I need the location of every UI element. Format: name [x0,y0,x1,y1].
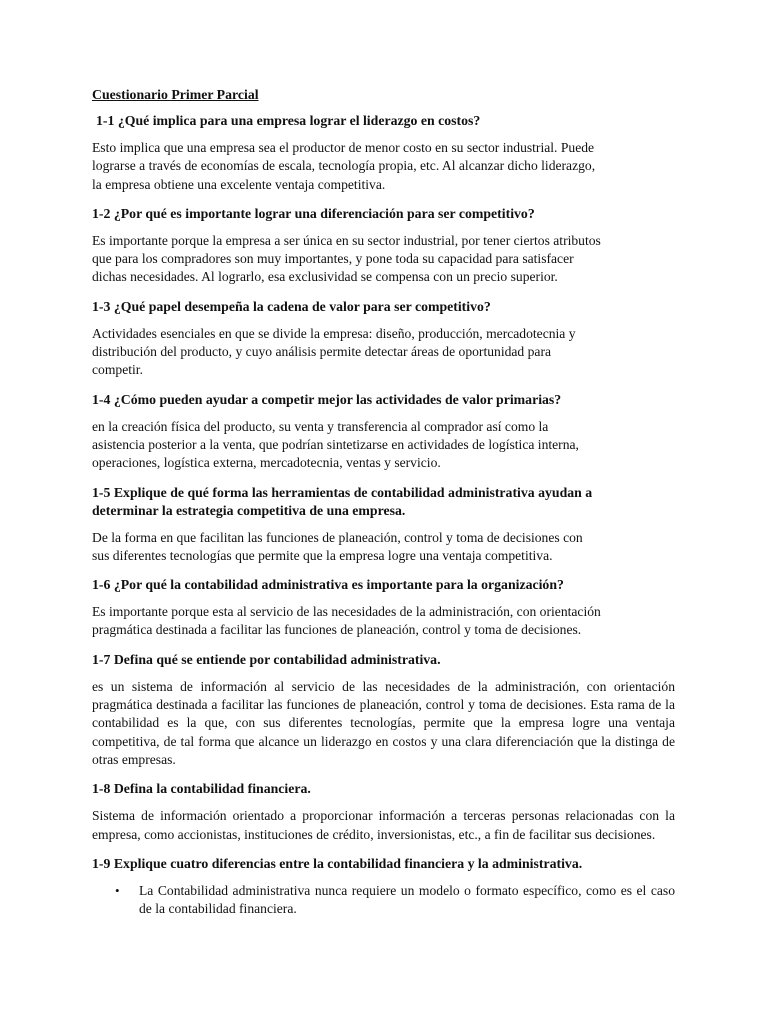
question-1-7: 1-7 Defina qué se entiende por contabilidad administrativa. [92,651,441,667]
answer-1-8: Sistema de información orientado a proporcionar información a terceras personas relacionadas con la empresa, como accionistas, instituciones de crédito, inversionistas, etc., a fin de facilitar sus decisiones. [92,808,675,842]
answer-line: lograrse a través de economías de escala, tecnología propia, etc. Al alcanzar dicho liderazgo, [92,158,596,174]
question-line: determinar la estrategia competitiva de una empresa. [92,502,406,518]
answer-line: en la creación física del producto, su venta y transferencia al comprador así como la [92,418,549,434]
list-item-text: La Contabilidad administrativa nunca requiere un modelo o formato específico, como es el caso de la contabilidad financiera. [139,882,675,917]
answer-line: sus diferentes tecnologías que permite que la empresa logre una ventaja competitiva. [92,547,553,563]
answer-1-2 [92,232,675,287]
answer-line: competir. [92,362,143,378]
answer-1-1 [92,139,675,194]
answer-1-4 [92,418,675,473]
question-1-5 [92,484,675,520]
answer-line: pragmática destinada a facilitar las funciones de planeación, control y toma de decisiones. [92,622,582,638]
answer-line: distribución del producto, y cuyo análisis permite detectar áreas de oportunidad para [92,344,552,360]
answer-line: asistencia posterior a la venta, que podrían sintetizarse en actividades de logística interna, [92,436,579,452]
answer-1-7: es un sistema de información al servicio de las necesidades de la administración, con orientación pragmática destinada a facilitar las funciones de planeación, control y toma de decisiones. Esta rama de la contabilidad es la que, con sus diferentes tecnologías, permite que la empresa logre una ventaja competitiva, de tal forma que alcance un liderazgo en costos y una clara diferenciación que la distinga de otras empresas. [92,678,675,767]
answer-line: la empresa obtiene una excelente ventaja competitiva. [92,176,386,192]
answer-line: Es importante porque la empresa a ser única en su sector industrial, por tener ciertos atributos [92,232,601,248]
bullet-icon: • [115,882,120,898]
list-item [92,882,675,919]
question-1-6: 1-6 ¿Por qué la contabilidad administrativa es importante para la organización? [92,577,564,593]
question-line: 1-5 Explique de qué forma las herramientas de contabilidad administrativa ayudan a [92,484,593,500]
question-1-4: 1-4 ¿Cómo pueden ayudar a competir mejor las actividades de valor primarias? [92,391,562,407]
answer-1-6 [92,603,675,640]
answer-line: Es importante porque esta al servicio de las necesidades de la administración, con orientación [92,604,601,620]
document-title: Cuestionario Primer Parcial [92,87,259,102]
answer-line: Actividades esenciales en que se divide la empresa: diseño, producción, mercadotecnia y [92,325,576,341]
question-1-2: 1-2 ¿Por qué es importante lograr una diferenciación para ser competitivo? [92,205,535,221]
question-1-1: 1-1 ¿Qué implica para una empresa lograr el liderazgo en costos? [96,113,481,128]
answer-line: dichas necesidades. Al lograrlo, esa exclusividad se compensa con un precio superior. [92,269,558,285]
question-1-9: 1-9 Explique cuatro diferencias entre la contabilidad financiera y la administrativa. [92,855,583,871]
answer-1-3 [92,325,675,380]
question-1-3: 1-3 ¿Qué papel desempeña la cadena de valor para ser competitivo? [92,298,491,314]
difference-list [92,882,675,919]
question-1-8: 1-8 Defina la contabilidad financiera. [92,781,311,797]
answer-1-5 [92,529,675,566]
answer-line: De la forma en que facilitan las funciones de planeación, control y toma de decisiones con [92,529,583,545]
answer-line: operaciones, logística externa, mercadotecnia, ventas y servicio. [92,455,441,471]
answer-line: Esto implica que una empresa sea el productor de menor costo en su sector industrial. Puede [92,140,595,155]
answer-line: que para los compradores son muy importantes, y pone toda su capacidad para satisfacer [92,251,574,267]
